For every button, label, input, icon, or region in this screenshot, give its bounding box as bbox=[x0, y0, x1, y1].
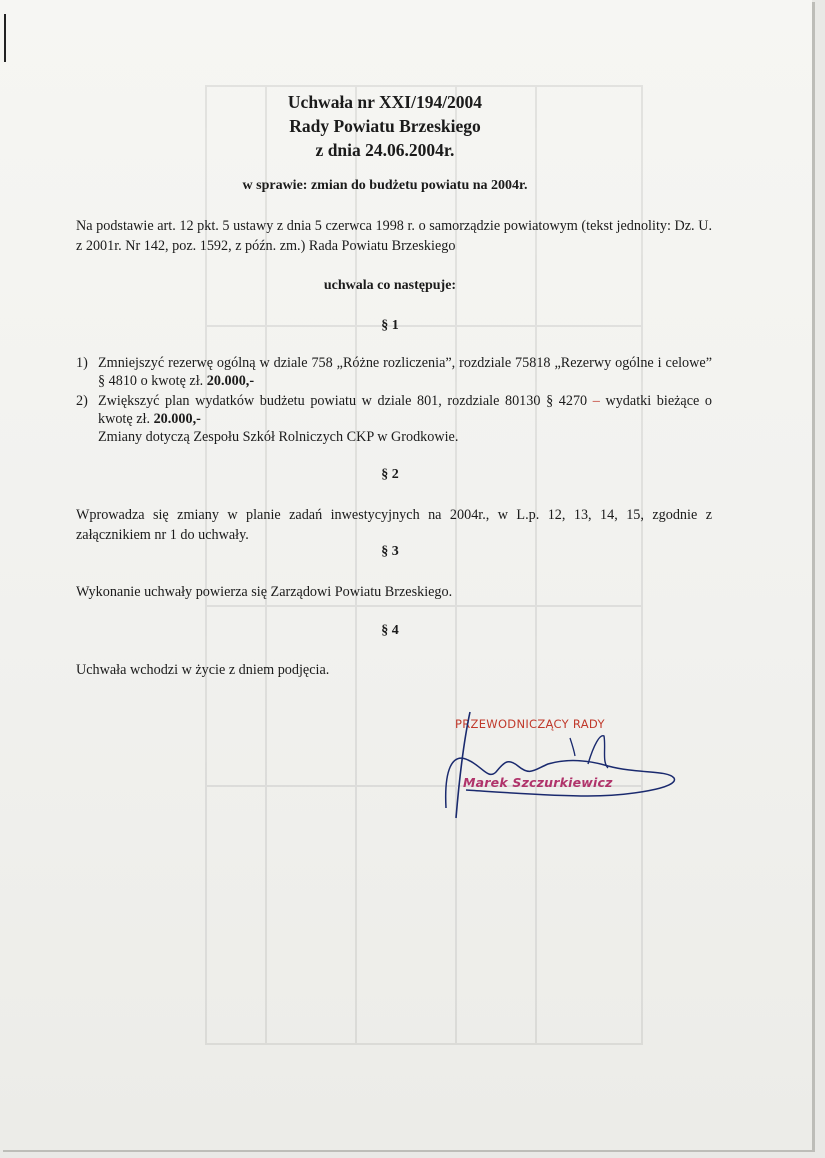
chairman-stamp-title: PRZEWODNICZĄCY RADY bbox=[455, 717, 605, 731]
section-2-heading: § 2 bbox=[381, 467, 399, 482]
item-2-dash: – bbox=[592, 393, 600, 409]
scan-edge-mark bbox=[4, 14, 6, 62]
resolution-subject: w sprawie: zmian do budżetu powiatu na 2004r. bbox=[242, 178, 528, 193]
list-item-number: 2) bbox=[76, 393, 88, 409]
list-item bbox=[76, 392, 712, 428]
list-item-text bbox=[98, 392, 712, 428]
section-1-list bbox=[76, 354, 712, 446]
section-1-heading: § 1 bbox=[381, 318, 399, 333]
item-2-text-cont: wydatki bieżące o kwotę zł. bbox=[98, 393, 713, 427]
list-item-text bbox=[98, 354, 712, 390]
section-1-note: Zmiany dotyczą Zespołu Szkół Rolniczych CKP w Grodkowie. bbox=[98, 429, 459, 445]
section-2-text: Wprowadza się zmiany w planie zadań inwestycyjnych na 2004r., w L.p. 12, 13, 14, 15, zgodnie z załącznikiem nr 1 do uchwały. bbox=[76, 507, 712, 543]
item-2-amount: 20.000,- bbox=[153, 411, 201, 427]
chairman-stamp-name: Marek Szczurkiewicz bbox=[463, 775, 613, 790]
list-item-number: 1) bbox=[76, 355, 88, 371]
section-3-heading: § 3 bbox=[381, 544, 399, 559]
legal-basis-paragraph: Na podstawie art. 12 pkt. 5 ustawy z dnia 5 czerwca 1998 r. o samorządzie powiatowym (tekst jednolity: Dz. U. z 2001r. Nr 142, poz. 1592, z późn. zm.) Rada Powiatu Brzeskiego bbox=[76, 218, 712, 254]
section-4-heading: § 4 bbox=[381, 623, 399, 638]
council-name: Rady Powiatu Brzeskiego bbox=[289, 116, 481, 136]
resolution-date: z dnia 24.06.2004r. bbox=[315, 140, 455, 160]
item-1-text: Zmniejszyć rezerwę ogólną w dziale 758 „Różne rozliczenia”, rozdziale 75818 „Rezerwy ogólne i celowe” § 4810 o kwotę zł. bbox=[98, 355, 712, 389]
item-1-amount: 20.000,- bbox=[206, 373, 255, 389]
handwritten-signature bbox=[438, 700, 698, 830]
resolves-heading: uchwala co następuje: bbox=[323, 278, 457, 293]
section-3-text: Wykonanie uchwały powierza się Zarządowi Powiatu Brzeskiego. bbox=[76, 584, 453, 600]
resolution-number: Uchwała nr XXI/194/2004 bbox=[287, 92, 483, 112]
item-2-text: Zwiększyć plan wydatków budżetu powiatu w dziale 801, rozdziale 80130 § 4270 bbox=[98, 393, 593, 409]
section-4-text: Uchwała wchodzi w życie z dniem podjęcia. bbox=[76, 662, 330, 678]
list-item bbox=[76, 354, 712, 390]
